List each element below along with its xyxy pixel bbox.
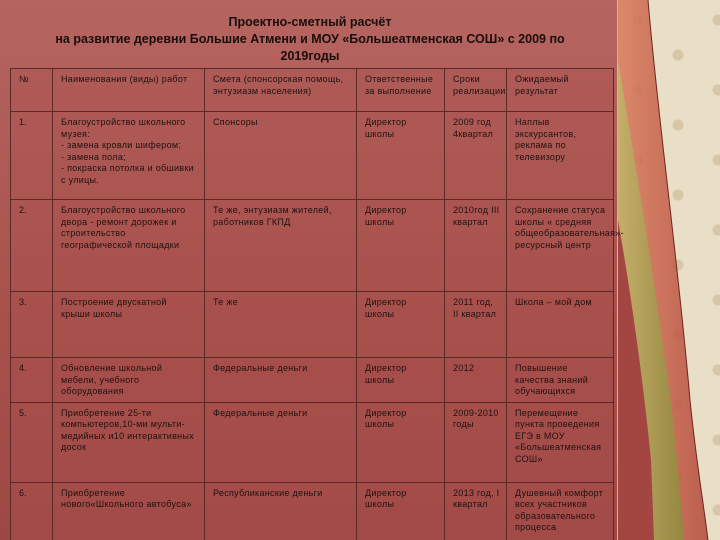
row-result: Школа – мой дом: [507, 292, 614, 358]
row-name: Благоустройство школьного двора - ремонт дорожек и строительство географической площадки: [53, 200, 205, 292]
title-line-3: 2019годы: [280, 49, 340, 63]
row-name: Построение двускатной крыши школы: [53, 292, 205, 358]
row-budget: Федеральные деньги: [205, 358, 357, 403]
table-row: [11, 482, 614, 540]
title-line-1: Проектно-сметный расчёт: [228, 15, 392, 29]
row-name-line: - замена пола;: [61, 151, 126, 162]
row-result: Душевный комфорт всех участников образовательного процесса: [507, 482, 614, 540]
row-result: Сохранение статуса школы « средняя общеобразовательная»- ресурсный центр: [507, 200, 614, 292]
table-row: [11, 402, 614, 482]
row-name: Обновление школьной мебели, учебного оборудования: [53, 358, 205, 403]
row-responsible: Директор школы: [357, 482, 445, 540]
row-budget: Федеральные деньги: [205, 402, 357, 482]
row-term: 2009 год 4квартал: [445, 112, 507, 200]
table-row: [11, 112, 614, 200]
budget-table: [10, 68, 624, 540]
row-result: Наплыв экскурсантов, реклама по телевизору: [507, 112, 614, 200]
row-num: 6.: [11, 482, 53, 540]
row-budget: Спонсоры: [205, 112, 357, 200]
row-num: 1.: [11, 112, 53, 200]
header-budget: Смета (спонсорская помощь, энтузиазм населения): [205, 69, 357, 112]
row-term: 2012: [445, 358, 507, 403]
table-row: [11, 292, 614, 358]
table-header-row: [11, 69, 614, 112]
row-name: Приобретение нового«Школьного автобуса»: [53, 482, 205, 540]
header-name: Наименования (виды) работ: [53, 69, 205, 112]
row-name: [53, 112, 205, 200]
row-responsible: Директор школы: [357, 112, 445, 200]
row-responsible: Директор школы: [357, 292, 445, 358]
decorative-stripes-icon: [618, 0, 720, 540]
header-responsible: Ответственные за выполнение: [357, 69, 445, 112]
header-num: №: [11, 69, 53, 112]
row-num: 2.: [11, 200, 53, 292]
row-num: 5.: [11, 402, 53, 482]
row-result: Перемещение пункта проведения ЕГЭ в МОУ «Большеатменская СОШ»: [507, 402, 614, 482]
row-num: 3.: [11, 292, 53, 358]
row-term: 2011 год, II квартал: [445, 292, 507, 358]
table-row: [11, 358, 614, 403]
row-budget: Те же: [205, 292, 357, 358]
header-result: Ожидаемый результат: [507, 69, 614, 112]
row-num: 4.: [11, 358, 53, 403]
decorative-panel: [617, 0, 720, 540]
row-responsible: Директор школы: [357, 358, 445, 403]
row-responsible: Директор школы: [357, 402, 445, 482]
row-name-line: - покраска потолка и обшивки с улицы.: [61, 163, 194, 185]
row-name-line: - замена кровли шифером;: [61, 140, 182, 150]
row-result: Повышение качества знаний обучающихся: [507, 358, 614, 403]
title-line-2: на развитие деревни Большие Атмени и МОУ «Большеатменская СОШ» с 2009 по: [55, 32, 565, 46]
row-term: 2010год III квартал: [445, 200, 507, 292]
row-budget: Республиканские деньги: [205, 482, 357, 540]
page-title: [10, 14, 610, 65]
row-name: Приобретение 25-ти компьютеров,10-ми мульти-медийных и10 интерактивных досок: [53, 402, 205, 482]
row-term: 2013 год, I квартал: [445, 482, 507, 540]
row-budget: Те же, энтузиазм жителей, работников ГКПД: [205, 200, 357, 292]
table-row: [11, 200, 614, 292]
row-responsible: Директор школы: [357, 200, 445, 292]
header-term: Сроки реализации: [445, 69, 507, 112]
row-term: 2009-2010 годы: [445, 402, 507, 482]
row-name-line: Благоустройство школьного музея:: [61, 117, 186, 139]
